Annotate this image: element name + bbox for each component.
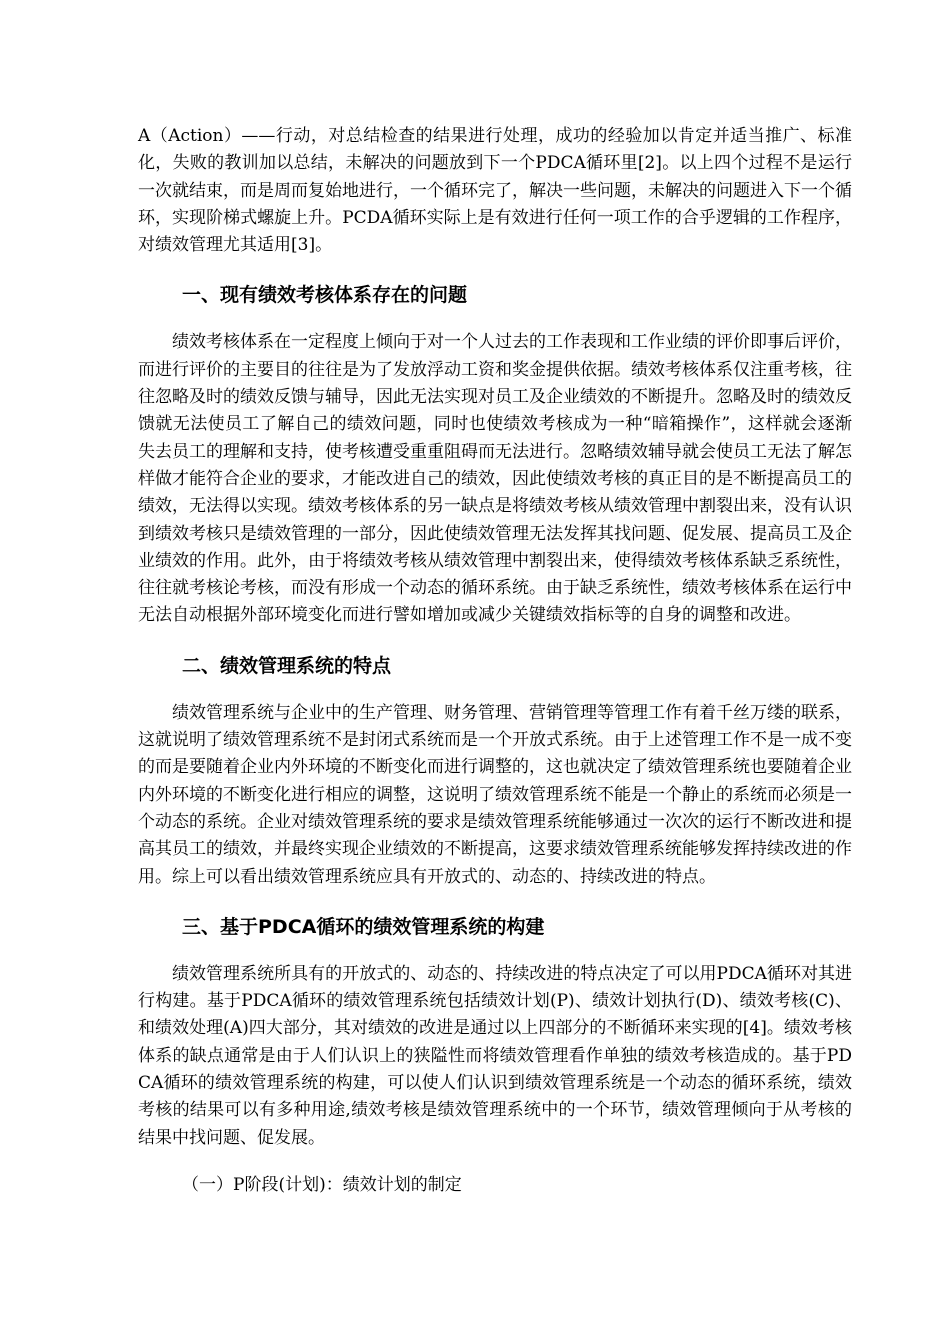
spacer: [138, 630, 852, 652]
section-heading-3: 三、基于PDCA循环的绩效管理系统的构建: [182, 915, 545, 938]
spacer: [138, 1152, 852, 1172]
document-page: [138, 123, 852, 1199]
spacer: [138, 941, 852, 961]
section-paragraph-2: 绩效管理系统与企业中的生产管理、财务管理、营销管理等管理工作有着千丝万缕的联系，这就说明了绩效管理系统不是封闭式系统而是一个开放式系统。由于上述管理工作不是一成不变的而是要随着企业内外环境的不断变化而进行调整的，这也就决定了绩效管理系统也要随着企业内外环境的不断变化进行相应的调整，这说明了绩效管理系统不能是一个静止的系统而必须是一个动态的系统。企业对绩效管理系统的要求是绩效管理系统能够通过一次次的运行不断改进和提高其员工的绩效，并最终实现企业绩效的不断提高，这要求绩效管理系统能够发挥持续改进的作用。综上可以看出绩效管理系统应具有开放式的、动态的、持续改进的特点。: [138, 702, 852, 887]
section-paragraph-3: 绩效管理系统所具有的开放式的、动态的、持续改进的特点决定了可以用PDCA循环对其进行构建。基于PDCA循环的绩效管理系统包括绩效计划(P)、绩效计划执行(D)、绩效考核(C)、和绩效处理(A)四大部分，其对绩效的改进是通过以上四部分的不断循环来实现的[4]。绩效考核体系的缺点通常是由于人们认识上的狭隘性而将绩效管理看作单独的绩效考核造成的。基于PDCA循环的绩效管理系统的构建，可以使人们认识到绩效管理系统是一个动态的循环系统，绩效考核的结果可以有多种用途,绩效考核是绩效管理系统中的一个环节，绩效管理倾向于从考核的结果中找问题、促发展。: [138, 963, 852, 1148]
intro-paragraph: A（Action）——行动，对总结检查的结果进行处理，成功的经验加以肯定并适当推广、标准化，失败的教训加以总结，未解决的问题放到下一个PDCA循环里[2]。以上四个过程不是运行一次就结束，而是周而复始地进行，一个循环完了，解决一些问题，未解决的问题进入下一个循环，实现阶梯式螺旋上升。PCDA循环实际上是有效进行任何一项工作的合乎逻辑的工作程序，对绩效管理尤其适用[3]。: [138, 126, 852, 256]
subsection-heading: （一）P阶段(计划)：绩效计划的制定: [182, 1174, 462, 1195]
section-heading-1: 一、现有绩效考核体系存在的问题: [182, 284, 468, 307]
spacer: [138, 309, 852, 329]
spacer: [138, 680, 852, 700]
spacer: [138, 259, 852, 281]
spacer: [138, 891, 852, 913]
section-heading-2: 二、绩效管理系统的特点: [182, 654, 392, 677]
section-paragraph-1: 绩效考核体系在一定程度上倾向于对一个人过去的工作表现和工作业绩的评价即事后评价，而进行评价的主要目的往往是为了发放浮动工资和奖金提供依据。绩效考核体系仅注重考核，往往忽略及时的绩效反馈与辅导，因此无法实现对员工及企业绩效的不断提升。忽略及时的绩效反馈就无法使员工了解自己的绩效问题，同时也使绩效考核成为一种“暗箱操作”，这样就会逐渐失去员工的理解和支持，使考核遭受重重阻碍而无法进行。忽略绩效辅导就会使员工无法了解怎样做才能符合企业的要求，才能改进自己的绩效，因此使绩效考核的真正目的是不断提高员工的绩效，无法得以实现。绩效考核体系的另一缺点是将绩效考核从绩效管理中割裂出来，没有认识到绩效考核只是绩效管理的一部分，因此使绩效管理无法发挥其找问题、促发展、提高员工及企业绩效的作用。此外，由于将绩效考核从绩效管理中割裂出来，使得绩效考核体系缺乏系统性，往往就考核论考核，而没有形成一个动态的循环系统。由于缺乏系统性，绩效考核体系在运行中无法自动根据外部环境变化而进行譬如增加或减少关键绩效指标等的自身的调整和改进。: [138, 332, 852, 626]
